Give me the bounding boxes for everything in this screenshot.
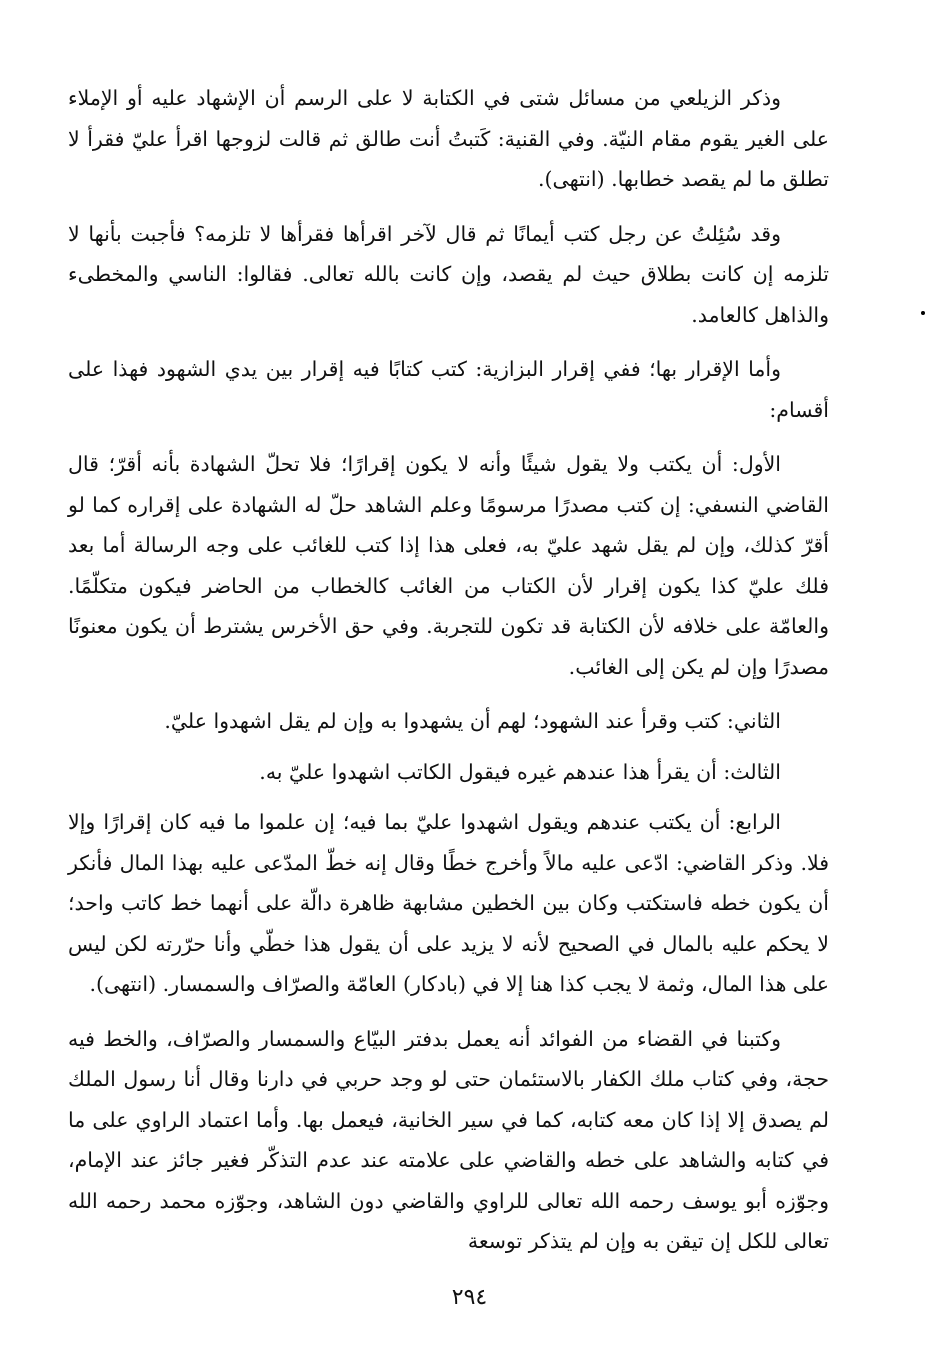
scan-speck xyxy=(921,311,925,315)
paragraph-6: الثالث: أن يقرأ هذا عندهم غيره فيقول الكاتب اشهدوا عليّ به. xyxy=(259,759,781,784)
paragraph-7: الرابع: أن يكتب عندهم ويقول اشهدوا عليّ بما فيه؛ إن علموا ما فيه كان إقرارًا وإلا فلا. وذكر القاضي: ادّعى عليه مالاً وأخرج خطًا وقال إنه خطّ المدّعى عليه بهذا المال فأنكر أن يكون خطه فاستكتب وكان بين الخطين مشابهة ظاهرة دالّة على أنهما خط كاتب واحد؛ لا يحكم عليه بالمال في الصحيح لأنه لا يزيد على أن يقول هذا خطّي وأنا حرّرته لكن ليس على هذا المال، وثمة لا يجب كذا هنا إلا في (بادكار) العامّة والصرّاف والسمسار. (انتهى). xyxy=(68,810,829,996)
paragraph-5: الثاني: كتب وقرأ عند الشهود؛ لهم أن يشهدوا به وإن لم يقل اشهدوا عليّ. xyxy=(164,709,781,733)
paragraph-2: وقد سُئِلتُ عن رجل كتب أيمانًا ثم قال لآخر اقرأها فقرأها لا تلزمه؟ فأجبت بأنها لا تلزمه إن كانت بطلاق حيث لم يقصد، وإن كانت بالله تعالى. فقالوا: الناسي والمخطىء والذاهل كالعامد. xyxy=(68,221,829,327)
paragraph-8: وكتبنا في القضاء من الفوائد أنه يعمل بدفتر البيّاع والسمسار والصرّاف، والخط فيه حجة، وفي كتاب ملك الكفار بالاستئمان حتى لو وجد حربي في دارنا وقال أنا رسول الملك لم يصدق إلا إذا كان معه كتابه، كما في سير الخانية، فيعمل بها. وأما اعتماد الراوي على ما في كتابه والشاهد على خطه والقاضي على علامته عند عدم التذكّر فغير جائز عند الإمام، وجوّزه أبو يوسف رحمه الله تعالى للراوي والقاضي دون الشاهد، وجوّزه محمد رحمه الله تعالى للكل إن تيقن به وإن لم يتذكر توسعة xyxy=(68,1026,829,1253)
paragraph-4: الأول: أن يكتب ولا يقول شيئًا وأنه لا يكون إقرارًا؛ فلا تحلّ الشهادة بأنه أقرّ؛ قال القاضي النسفي: إن كتب مصدرًا مرسومًا وعلم الشاهد حلّ له الشهادة على إقراره كما لو أقرّ كذلك، وإن لم يقل شهد عليّ به، فعلى هذا إذا كتب للغائب على وجه الرسالة أما بعد فلك عليّ كذا يكون إقرار لأن الكتاب من الغائب كالخطاب من الحاضر فيكون متكلّمًا. والعامّة على خلافه لأن الكتابة قد تكون للتجربة. وفي حق الأخرس يشترط أن يكون معنونًا مصدرًا وإن لم يكن إلى الغائب. xyxy=(68,452,829,679)
paragraph-3: وأما الإقرار بها؛ ففي إقرار البزازية: كتب كتابًا فيه إقرار بين يدي الشهود فهذا على أقسام: xyxy=(68,357,829,422)
page-number: ٢٩٤ xyxy=(451,1285,488,1310)
paragraph-1: وذكر الزيلعي من مسائل شتى في الكتابة لا على الرسم أن الإشهاد عليه أو الإملاء على الغير يقوم مقام النيّة. وفي القنية: كَتبتُ أنت طالق ثم قالت لزوجها اقرأ عليّ فقرأ لا تطلق ما لم يقصد خطابها. (انتهى). xyxy=(68,86,829,191)
